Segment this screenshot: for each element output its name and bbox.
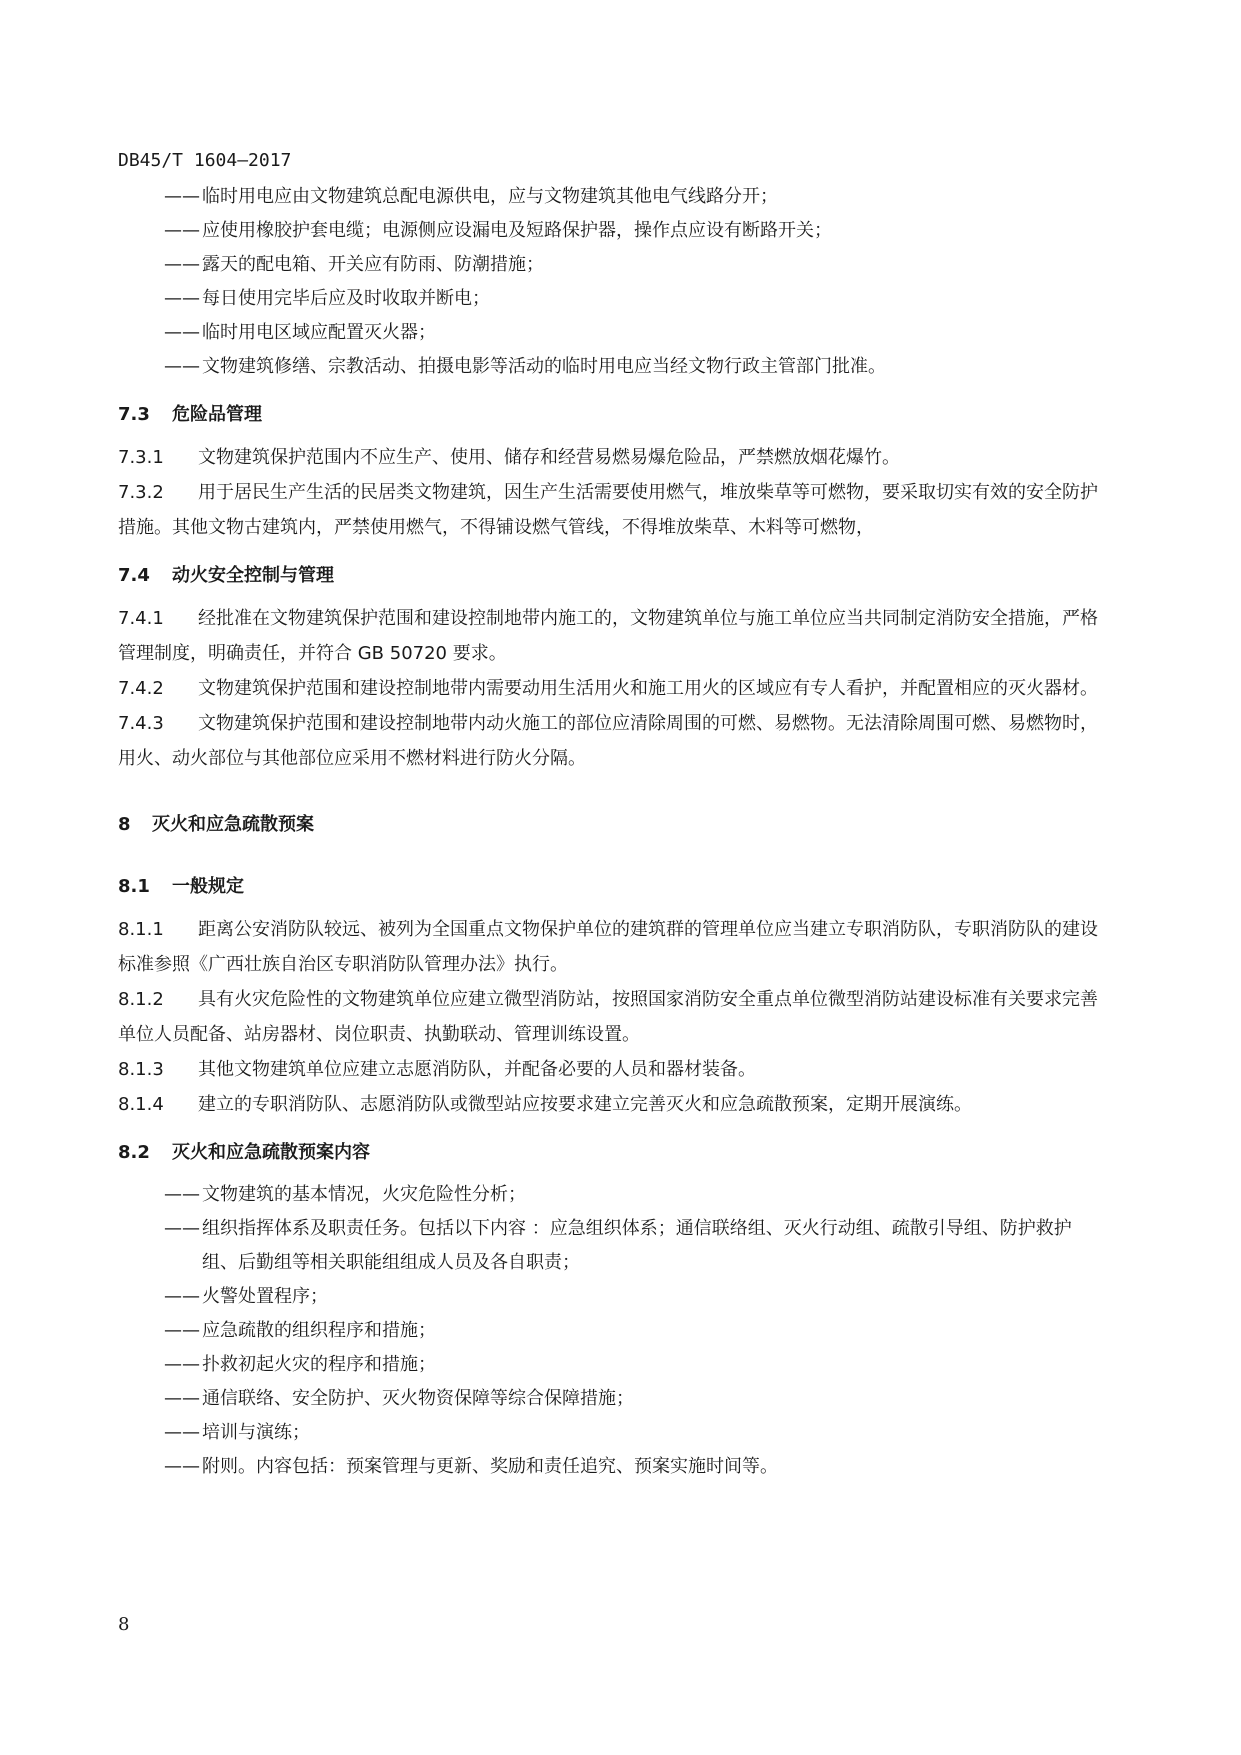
section-title: 灭火和应急疏散预案内容 — [172, 1142, 370, 1163]
section-title: 一般规定 — [172, 876, 244, 897]
list-item — [118, 1416, 1098, 1450]
dash-marker: —— — [164, 1320, 200, 1341]
dash-marker: —— — [164, 288, 200, 309]
clause-number: 7.3.2 — [118, 482, 164, 503]
dash-list-power — [118, 180, 1098, 384]
clause-text: 建立的专职消防队、志愿消防队或微型站应按要求建立完善灭火和应急疏散预案，定期开展演练。 — [198, 1094, 972, 1115]
clause-text: 其他文物建筑单位应建立志愿消防队，并配备必要的人员和器材装备。 — [198, 1059, 756, 1080]
dash-marker: —— — [164, 356, 200, 377]
clause-text: 文物建筑保护范围内不应生产、使用、储存和经营易燃易爆危险品，严禁燃放烟花爆竹。 — [198, 447, 900, 468]
list-item — [118, 1212, 1098, 1280]
list-item-text: 文物建筑修缮、宗教活动、拍摄电影等活动的临时用电应当经文物行政主管部门批准。 — [202, 356, 886, 377]
list-item-text: 露天的配电箱、开关应有防雨、防潮措施； — [202, 254, 544, 275]
section-number: 7.3 — [118, 404, 150, 425]
list-item-text: 通信联络、安全防护、灭火物资保障等综合保障措施； — [202, 1388, 634, 1409]
list-item — [118, 180, 1098, 214]
clause-8-1-4 — [118, 1087, 1098, 1122]
list-item-text: 扑救初起火灾的程序和措施； — [202, 1354, 436, 1375]
list-item-text: 临时用电应由文物建筑总配电源供电，应与文物建筑其他电气线路分开； — [202, 186, 778, 207]
clause-8-1-1 — [118, 912, 1098, 982]
list-item-text: 文物建筑的基本情况，火灾危险性分析； — [202, 1184, 526, 1205]
dash-marker: —— — [164, 1354, 200, 1375]
dash-marker: —— — [164, 186, 200, 207]
dash-marker: —— — [164, 1184, 200, 1205]
clause-number: 8.1.2 — [118, 989, 164, 1010]
standard-code: DB45/T 1604—2017 — [118, 150, 292, 171]
dash-marker: —— — [164, 220, 200, 241]
list-item-text: 组织指挥体系及职责任务。包括以下内容 ：应急组织体系；通信联络组、灭火行动组、疏散引导组、防护救护组、后勤组等相关职能组组成人员及各自职责； — [202, 1218, 1072, 1273]
dash-marker: —— — [164, 1456, 200, 1477]
clause-number: 8.1.3 — [118, 1059, 164, 1080]
clause-text: 文物建筑保护范围和建设控制地带内需要动用生活用火和施工用火的区域应有专人看护，并配置相应的灭火器材。 — [198, 678, 1098, 699]
clause-number: 7.4.1 — [118, 608, 164, 629]
list-item-text: 临时用电区域应配置灭火器； — [202, 322, 436, 343]
clause-7-3-1 — [118, 440, 1098, 475]
clause-number: 7.4.2 — [118, 678, 164, 699]
dash-marker: —— — [164, 322, 200, 343]
section-heading-7-4 — [118, 561, 1098, 591]
dash-marker: —— — [164, 1218, 200, 1239]
dash-marker: —— — [164, 1286, 200, 1307]
list-item — [118, 1280, 1098, 1314]
list-item — [118, 316, 1098, 350]
section-title: 动火安全控制与管理 — [172, 565, 334, 586]
section-heading-8-2 — [118, 1138, 1098, 1168]
clause-7-4-3 — [118, 706, 1098, 776]
document-body — [118, 180, 1098, 1484]
list-item — [118, 1382, 1098, 1416]
clause-text: 经批准在文物建筑保护范围和建设控制地带内施工的，文物建筑单位与施工单位应当共同制定消防安全措施，严格管理制度，明确责任，并符合 GB 50720 要求。 — [118, 608, 1098, 664]
section-number: 7.4 — [118, 565, 150, 586]
clause-7-3-2 — [118, 475, 1098, 545]
dash-marker: —— — [164, 1388, 200, 1409]
section-number: 8.2 — [118, 1142, 150, 1163]
section-number: 8.1 — [118, 876, 150, 897]
clause-text: 具有火灾危险性的文物建筑单位应建立微型消防站，按照国家消防安全重点单位微型消防站建设标准有关要求完善单位人员配备、站房器材、岗位职责、执勤联动、管理训练设置。 — [118, 989, 1098, 1045]
dash-marker: —— — [164, 254, 200, 275]
clause-number: 7.3.1 — [118, 447, 164, 468]
dash-marker: —— — [164, 1422, 200, 1443]
page-number: 8 — [118, 1614, 130, 1635]
clause-text: 用于居民生产生活的民居类文物建筑，因生产生活需要使用燃气，堆放柴草等可燃物，要采取切实有效的安全防护措施。其他文物古建筑内，严禁使用燃气，不得铺设燃气管线，不得堆放柴草、木料等可燃物， — [118, 482, 1098, 538]
section-heading-8-1 — [118, 872, 1098, 902]
list-item — [118, 350, 1098, 384]
clause-8-1-2 — [118, 982, 1098, 1052]
list-item — [118, 1450, 1098, 1484]
chapter-title: 灭火和应急疏散预案 — [152, 814, 314, 835]
dash-list-plan-content — [118, 1178, 1098, 1484]
list-item-text: 培训与演练； — [202, 1422, 310, 1443]
clause-text: 文物建筑保护范围和建设控制地带内动火施工的部位应清除周围的可燃、易燃物。无法清除周围可燃、易燃物时，用火、动火部位与其他部位应采用不燃材料进行防火分隔。 — [118, 713, 1098, 769]
list-item — [118, 1314, 1098, 1348]
clause-number: 8.1.4 — [118, 1094, 164, 1115]
section-title: 危险品管理 — [172, 404, 262, 425]
list-item-text: 每日使用完毕后应及时收取并断电； — [202, 288, 490, 309]
list-item-text: 应使用橡胶护套电缆；电源侧应设漏电及短路保护器，操作点应设有断路开关； — [202, 220, 832, 241]
clause-7-4-1 — [118, 601, 1098, 671]
list-item-text: 附则。内容包括：预案管理与更新、奖励和责任追究、预案实施时间等。 — [202, 1456, 778, 1477]
list-item-text: 应急疏散的组织程序和措施； — [202, 1320, 436, 1341]
list-item — [118, 282, 1098, 316]
list-item-text: 火警处置程序； — [202, 1286, 328, 1307]
chapter-heading-8 — [118, 810, 1098, 840]
chapter-number: 8 — [118, 814, 131, 835]
list-item — [118, 1178, 1098, 1212]
list-item — [118, 214, 1098, 248]
clause-number: 7.4.3 — [118, 713, 164, 734]
section-heading-7-3 — [118, 400, 1098, 430]
clause-8-1-3 — [118, 1052, 1098, 1087]
clause-text: 距离公安消防队较远、被列为全国重点文物保护单位的建筑群的管理单位应当建立专职消防队，专职消防队的建设标准参照《广西壮族自治区专职消防队管理办法》执行。 — [118, 919, 1098, 975]
list-item — [118, 248, 1098, 282]
clause-number: 8.1.1 — [118, 919, 164, 940]
clause-7-4-2 — [118, 671, 1098, 706]
list-item — [118, 1348, 1098, 1382]
